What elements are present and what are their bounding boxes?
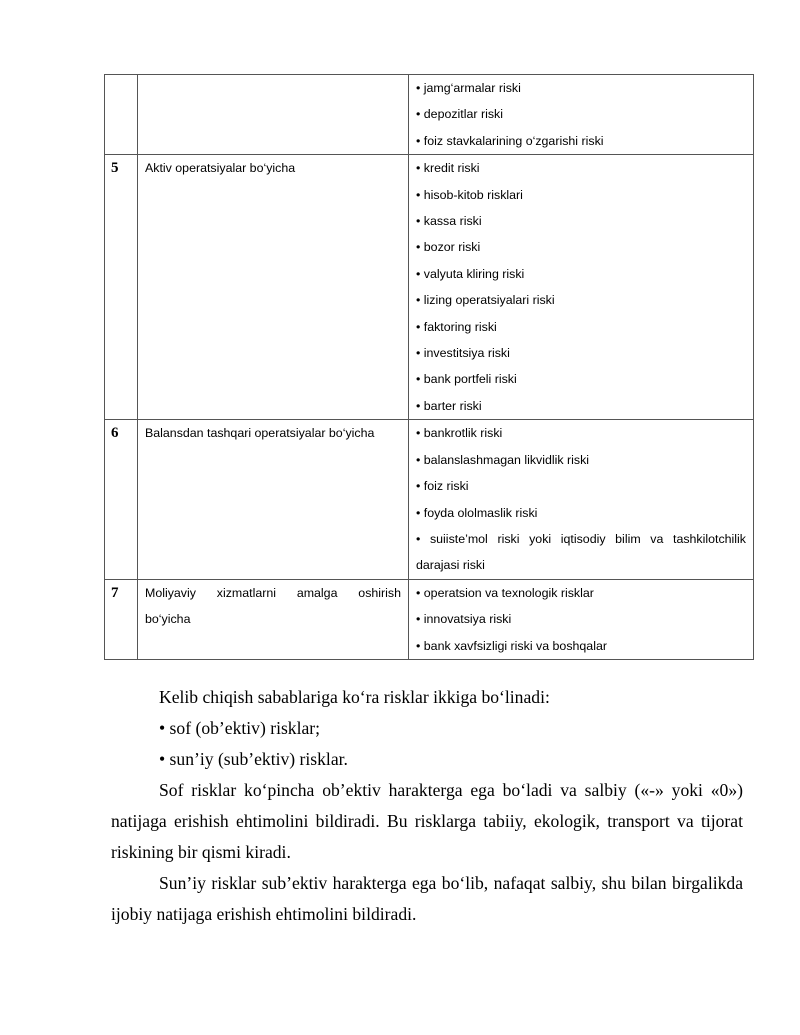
table-row: [105, 75, 754, 155]
risk-list-cell: [409, 155, 754, 420]
list-item: • bankrotlik riski: [416, 426, 503, 441]
category-text: Aktiv operatsiyalar bo‘yicha: [145, 161, 296, 176]
row-number-cell: [105, 420, 138, 579]
risk-list-cell: [409, 75, 754, 155]
list-item: • jamg‘armalar riski: [416, 81, 521, 95]
list-item: • hisob-kitob risklari: [416, 187, 523, 202]
body-text: [111, 682, 743, 930]
list-item: • innovatsiya riski: [416, 612, 512, 627]
category-cell: [138, 155, 409, 420]
category-cell: [138, 420, 409, 579]
paragraph: Sof risklar ko‘pincha ob’ektiv harakterga ega bo‘ladi va salbiy («-» yoki «0») natijaga erishish ehtimolini bildiradi. Bu risklarga tabiiy, ekologik, transport va tijorat riskining bir qismi kiradi.: [111, 780, 743, 862]
list-item: • kassa riski: [416, 214, 482, 229]
category-text: Balansdan tashqari operatsiyalar bo‘yicha: [145, 426, 375, 441]
paragraph: Sun’iy risklar sub’ektiv harakterga ega bo‘lib, nafaqat salbiy, shu bilan birgalikda ijobiy natijaga erishish ehtimolini bildiradi.: [111, 873, 743, 924]
table-row: [105, 155, 754, 420]
list-item: • foiz stavkalarining o‘zgarishi riski: [416, 133, 604, 148]
risk-list-cell: [409, 579, 754, 659]
list-item: • barter riski: [416, 398, 482, 413]
list-item: • faktoring riski: [416, 319, 497, 334]
list-item: • bank xavfsizligi riski va boshqalar: [416, 638, 607, 653]
row-number: 6: [111, 425, 119, 442]
list-item: • depozitlar riski: [416, 107, 503, 122]
table-row: [105, 420, 754, 579]
list-item: • valyuta kliring riski: [416, 266, 525, 281]
list-item: • balanslashmagan likvidlik riski: [416, 452, 590, 467]
list-item: • bozor riski: [416, 240, 481, 255]
row-number-cell: [105, 155, 138, 420]
list-item: • lizing operatsiyalari riski: [416, 293, 555, 308]
row-number-cell: [105, 75, 138, 155]
bullet-item: • sof (ob’ektiv) risklar;: [159, 718, 321, 738]
row-number: [105, 75, 137, 79]
category-text-line1: Moliyaviy xizmatlarni amalga oshirish: [145, 585, 401, 600]
bullet-item: • sun’iy (sub’ektiv) risklar.: [159, 749, 348, 769]
category-text-line2: bo‘yicha: [145, 612, 191, 627]
risk-table: [104, 74, 754, 660]
list-item: • foiz riski: [416, 479, 469, 494]
row-number-cell: [105, 579, 138, 659]
table-row: [105, 579, 754, 659]
risk-list-cell: [409, 420, 754, 579]
row-number: 7: [111, 584, 119, 601]
list-item: • kredit riski: [416, 161, 480, 176]
list-item: • bank portfeli riski: [416, 372, 517, 387]
list-item: • suiiste’mol riski yoki iqtisodiy bilim va tashkilotchilik darajasi riski: [416, 531, 746, 573]
list-item: • operatsion va texnologik risklar: [416, 585, 594, 600]
category-cell: [138, 579, 409, 659]
intro-paragraph: Kelib chiqish sabablariga ko‘ra risklar ikkiga bo‘linadi:: [159, 687, 550, 707]
category-cell: [138, 75, 409, 155]
row-number: 5: [111, 160, 119, 177]
list-item: • foyda ololmaslik riski: [416, 505, 538, 520]
list-item: • investitsiya riski: [416, 346, 510, 361]
